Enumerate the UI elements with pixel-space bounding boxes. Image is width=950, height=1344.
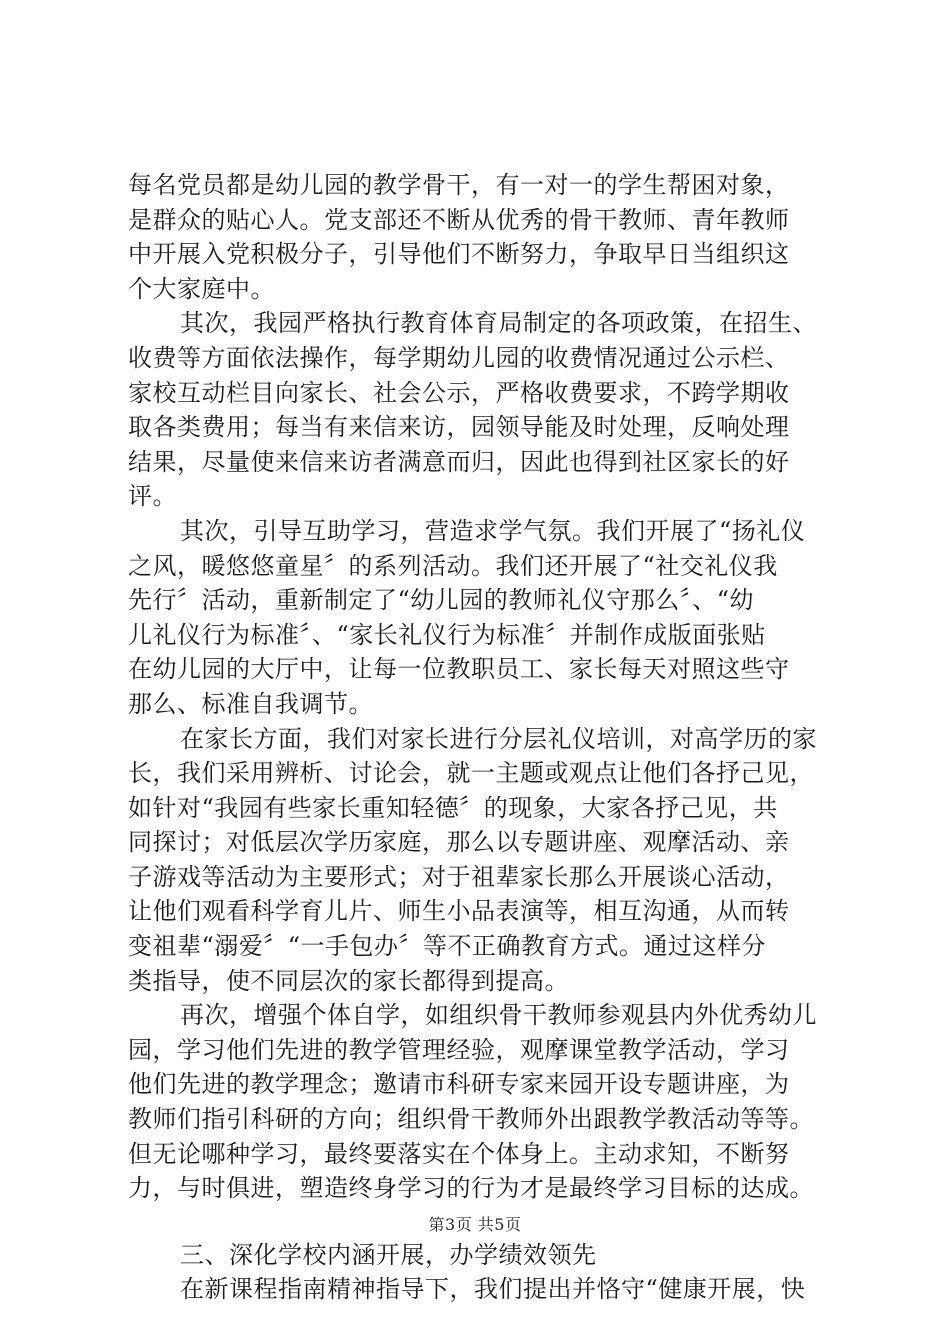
text-line: 中开展入党积极分子，引导他们不断努力，争取早日当组织这 (128, 240, 790, 269)
text-line: 其次，我园严格执行教育体育局制定的各项政策，在招生、 (180, 309, 817, 338)
text-line: 长，我们采用辨析、讨论会，就一主题或观点让他们各抒己见， (128, 759, 814, 788)
text-line: 在家长方面，我们对家长进行分层礼仪培训，对高学历的家 (180, 724, 817, 753)
text-line: 力，与时俱进，塑造终身学习的行为才是最终学习目标的达成。 (128, 1174, 814, 1203)
text-line: 在新课程指南精神指导下，我们提出并恪守“健康开展，快 (180, 1275, 806, 1304)
text-line: 家校互动栏目向家长、社会公示，严格收费要求，不跨学期收 (128, 378, 790, 407)
text-line: 之风，暖悠悠童星〞的系列活动。我们还开展了“社交礼仪我 (128, 551, 778, 580)
text-line: 如针对“我园有些家长重知轻德〞的现象，大家各抒己见，共 (128, 793, 778, 822)
text-line: 结果，尽量使来信来访者满意而归，因此也得到社区家长的好 (128, 447, 790, 476)
paragraph (128, 306, 856, 514)
page-number-footer: 第3页 共5页 (428, 1215, 522, 1234)
text-line: 同探讨；对低层次学历家庭，那么以专题讲座、观摩活动、亲 (128, 828, 790, 857)
text-line: 类指导，使不同层次的家长都得到提高。 (128, 966, 569, 995)
text-line: 儿礼仪行为标准〞、“家长礼仪行为标准〞并制作成版面张贴 (128, 620, 766, 649)
paragraph (128, 1272, 856, 1307)
paragraph (128, 722, 856, 999)
text-line: 让他们观看科学育儿片、师生小品表演等，相互沟通，从而转 (128, 897, 790, 926)
section-heading: 三、深化学校内涵开展，办学绩效领先 (180, 1240, 597, 1269)
text-line: 是群众的贴心人。党支部还不断从优秀的骨干教师、青年教师 (128, 205, 790, 234)
text-line: 先行〞活动，重新制定了“幼儿园的教师礼仪守那么〞、“幼 (128, 586, 755, 615)
text-line: 个大家庭中。 (128, 274, 275, 303)
paragraph (128, 514, 856, 722)
text-line: 每名党员都是幼儿园的教学骨干，有一对一的学生帮困对象， (128, 171, 790, 199)
text-line: 子游戏等活动为主要形式；对于祖辈家长那么开展谈心活动， (128, 862, 790, 891)
text-line: 在幼儿园的大厅中，让每一位教职员工、家长每天对照这些守 (128, 655, 790, 684)
paragraph (128, 998, 856, 1206)
text-line: 再次，增强个体自学，如组织骨干教师参观县内外优秀幼儿 (180, 1001, 817, 1030)
paragraph (128, 168, 856, 306)
text-line: 其次，引导互助学习，营造求学气氛。我们开展了“扬礼仪 (180, 516, 806, 545)
text-line: 教师们指引科研的方向；组织骨干教师外出跟教学教活动等等。 (128, 1105, 814, 1134)
text-line: 收费等方面依法操作，每学期幼儿园的收费情况通过公示栏、 (128, 343, 790, 372)
text-line: 园，学习他们先进的教学管理经验，观摩课堂教学活动，学习 (128, 1035, 790, 1064)
text-line: 变祖辈“溺爱〞“一手包办〞等不正确教育方式。通过这样分 (128, 932, 767, 961)
document-body (128, 168, 856, 1307)
text-line: 取各类费用；每当有来信来访，园领导能及时处理，反响处理 (128, 413, 790, 442)
text-line: 那么、标准自我调节。 (128, 689, 373, 718)
text-line: 评。 (128, 482, 177, 511)
text-line: 但无论哪种学习，最终要落实在个体身上。主动求知，不断努 (128, 1139, 790, 1168)
text-line: 他们先进的教学理念；邀请市科研专家来园开设专题讲座，为 (128, 1070, 790, 1099)
